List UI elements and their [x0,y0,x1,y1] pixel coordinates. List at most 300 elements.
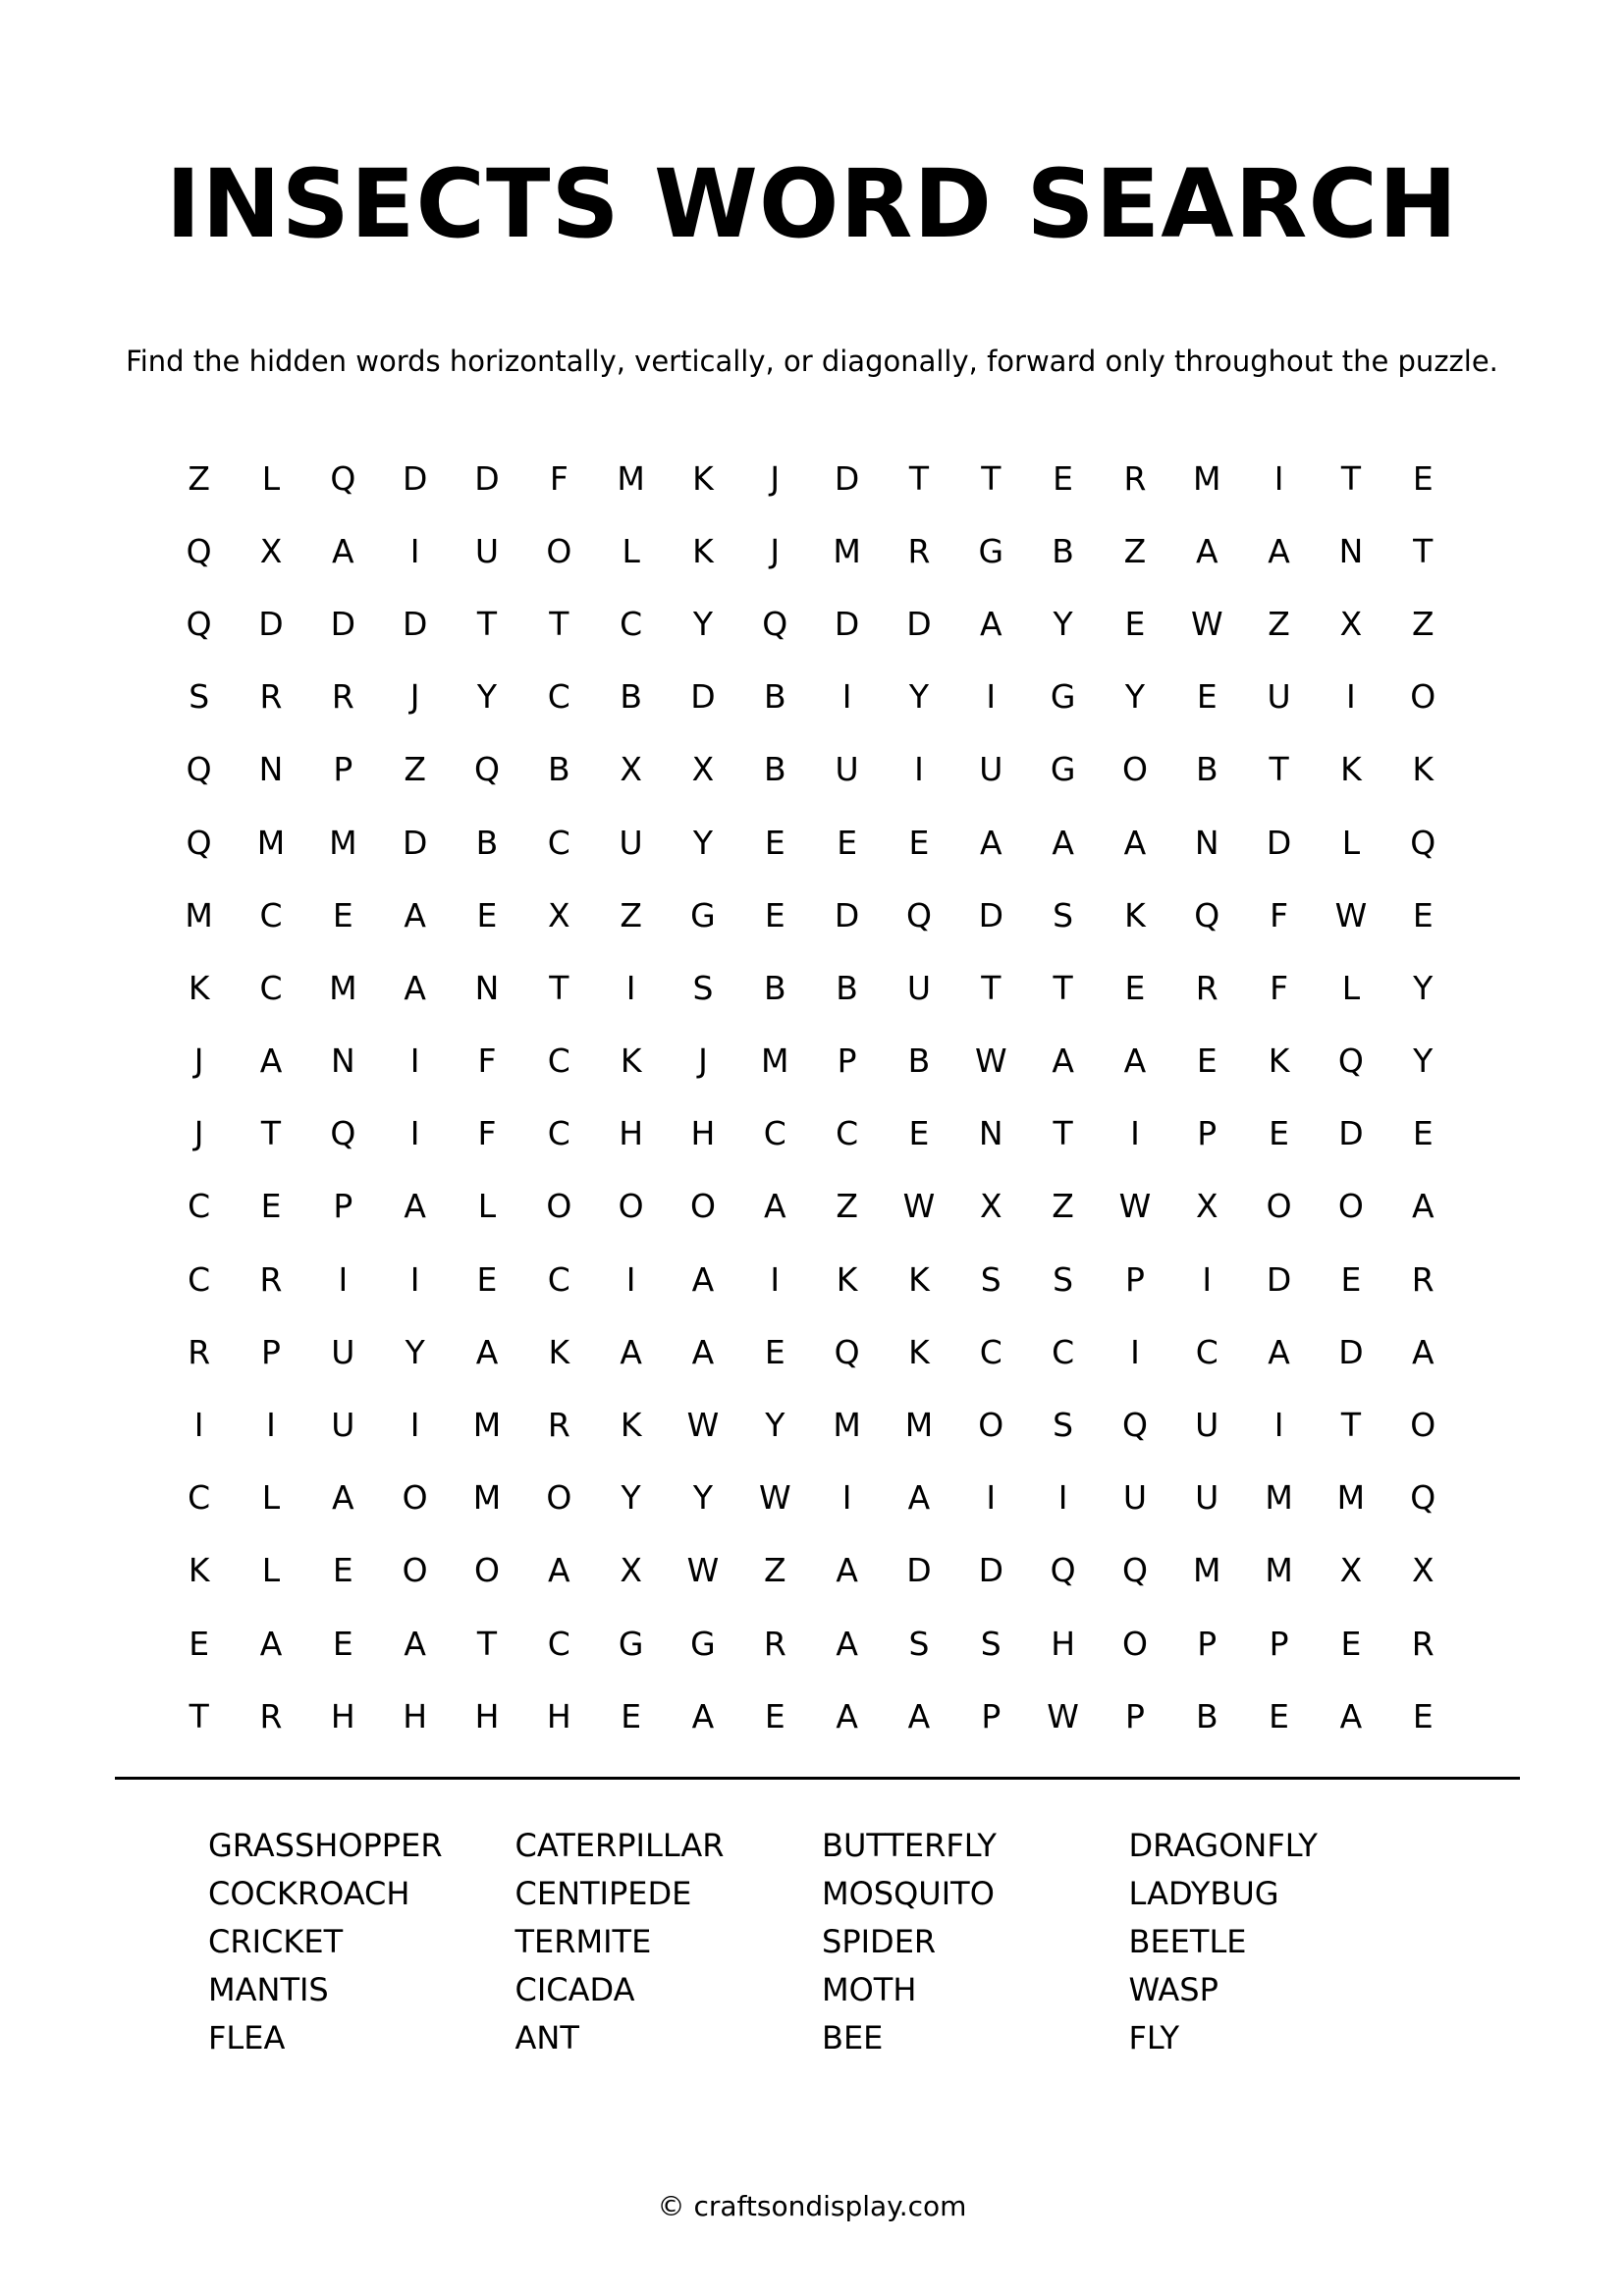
grid-cell[interactable]: W [1118,1187,1152,1226]
grid-cell[interactable]: O [546,531,572,570]
grid-cell[interactable]: E [764,895,785,934]
grid-cell[interactable]: S [980,1624,1001,1663]
grid-cell[interactable]: B [475,823,499,862]
grid-cell[interactable]: Y [1413,968,1434,1007]
grid-cell[interactable]: U [979,750,1003,789]
grid-cell[interactable]: W [686,1406,720,1445]
grid-cell[interactable]: M [472,1406,502,1445]
grid-cell[interactable]: X [691,750,715,789]
grid-cell[interactable]: P [333,750,353,789]
grid-cell[interactable]: Q [834,1332,860,1371]
grid-cell[interactable]: M [761,1041,789,1081]
grid-cell[interactable]: A [404,895,426,934]
grid-cell[interactable]: D [402,604,428,643]
grid-cell[interactable]: R [907,531,931,570]
grid-cell[interactable]: M [1336,1478,1366,1518]
grid-cell[interactable]: M [617,458,645,498]
grid-cell[interactable]: C [547,1624,570,1663]
grid-cell[interactable]: K [1124,895,1146,934]
grid-cell[interactable]: I [1057,1478,1068,1518]
grid-cell[interactable]: K [908,1332,930,1371]
grid-cell[interactable]: C [547,823,570,862]
grid-cell[interactable]: K [1412,750,1435,789]
grid-cell[interactable]: E [1053,458,1074,498]
grid-cell[interactable]: E [908,1114,930,1153]
grid-cell[interactable]: N [258,750,284,789]
grid-cell[interactable]: J [770,531,781,570]
grid-cell[interactable]: B [907,1041,931,1081]
grid-cell[interactable]: P [1124,1696,1145,1735]
grid-cell[interactable]: T [549,604,569,643]
grid-cell[interactable]: H [1051,1624,1076,1663]
grid-cell[interactable]: O [546,1478,572,1518]
grid-cell[interactable]: S [1053,1406,1074,1445]
grid-cell[interactable]: Y [908,677,930,717]
grid-cell[interactable]: Z [1123,531,1147,570]
grid-cell[interactable]: K [548,1332,570,1371]
grid-cell[interactable]: E [837,823,858,862]
grid-cell[interactable]: E [1340,1624,1362,1663]
grid-cell[interactable]: Y [1413,1041,1434,1081]
grid-cell[interactable]: P [1197,1624,1218,1663]
grid-cell[interactable]: T [981,458,1001,498]
grid-cell[interactable]: S [980,1259,1001,1299]
grid-cell[interactable]: Q [330,458,356,498]
grid-cell[interactable]: I [1273,1406,1284,1445]
grid-cell[interactable]: R [259,677,283,717]
grid-cell[interactable]: F [549,458,568,498]
grid-cell[interactable]: A [836,1624,858,1663]
grid-cell[interactable]: X [620,1551,642,1590]
grid-cell[interactable]: Q [1410,823,1436,862]
grid-cell[interactable]: E [621,1696,642,1735]
grid-cell[interactable]: Y [1053,604,1073,643]
grid-cell[interactable]: I [770,1259,781,1299]
grid-cell[interactable]: P [1124,1259,1145,1299]
grid-cell[interactable]: M [256,823,286,862]
grid-cell[interactable]: M [833,531,861,570]
grid-cell[interactable]: I [1202,1259,1213,1299]
grid-cell[interactable]: Z [188,458,210,498]
grid-cell[interactable]: D [906,604,932,643]
grid-cell[interactable]: L [622,531,640,570]
grid-cell[interactable]: T [1340,458,1361,498]
grid-cell[interactable]: U [1267,677,1291,717]
grid-cell[interactable]: W [686,1551,720,1590]
grid-cell[interactable]: X [548,895,570,934]
grid-cell[interactable]: Q [905,895,932,934]
grid-cell[interactable]: C [1195,1332,1218,1371]
grid-cell[interactable]: Q [186,823,212,862]
grid-cell[interactable]: U [474,531,500,570]
grid-cell[interactable]: F [1270,968,1289,1007]
grid-cell[interactable]: H [474,1696,500,1735]
grid-cell[interactable]: M [329,968,357,1007]
grid-cell[interactable]: R [259,1259,283,1299]
grid-cell[interactable]: E [260,1187,282,1226]
grid-cell[interactable]: D [978,895,1003,934]
grid-cell[interactable]: I [409,531,420,570]
grid-cell[interactable]: O [1121,750,1148,789]
grid-cell[interactable]: B [763,968,786,1007]
grid-cell[interactable]: C [620,604,643,643]
grid-cell[interactable]: N [474,968,500,1007]
grid-cell[interactable]: R [1411,1259,1435,1299]
grid-cell[interactable]: P [981,1696,1001,1735]
grid-cell[interactable]: J [698,1041,708,1081]
grid-cell[interactable]: D [978,1551,1003,1590]
grid-cell[interactable]: D [1338,1114,1364,1153]
grid-cell[interactable]: O [402,1478,428,1518]
grid-cell[interactable]: K [1340,750,1362,789]
grid-cell[interactable]: C [1052,1332,1075,1371]
grid-cell[interactable]: A [907,1696,931,1735]
grid-cell[interactable]: M [1265,1551,1293,1590]
grid-cell[interactable]: E [476,1259,498,1299]
grid-cell[interactable]: I [409,1041,420,1081]
grid-cell[interactable]: E [1412,895,1434,934]
grid-cell[interactable]: D [690,677,716,717]
grid-cell[interactable]: C [547,1041,570,1081]
grid-cell[interactable]: C [979,1332,1002,1371]
grid-cell[interactable]: Q [1050,1551,1076,1590]
grid-cell[interactable]: S [1053,895,1074,934]
grid-cell[interactable]: G [1050,750,1076,789]
grid-cell[interactable]: P [1269,1624,1289,1663]
grid-cell[interactable]: D [1266,823,1292,862]
grid-cell[interactable]: E [764,823,785,862]
grid-cell[interactable]: I [266,1406,276,1445]
grid-cell[interactable]: A [836,1551,858,1590]
grid-cell[interactable]: E [764,1332,785,1371]
grid-cell[interactable]: M [833,1406,861,1445]
grid-cell[interactable]: E [908,823,930,862]
grid-cell[interactable]: I [1273,458,1284,498]
grid-cell[interactable]: T [981,968,1001,1007]
grid-cell[interactable]: B [763,750,786,789]
grid-cell[interactable]: B [1195,750,1218,789]
grid-cell[interactable]: M [1193,1551,1221,1590]
grid-cell[interactable]: G [978,531,1004,570]
grid-cell[interactable]: I [409,1406,420,1445]
grid-cell[interactable]: N [1194,823,1219,862]
grid-cell[interactable]: A [332,1478,354,1518]
grid-cell[interactable]: O [618,1187,644,1226]
grid-cell[interactable]: C [763,1114,786,1153]
grid-cell[interactable]: F [477,1114,497,1153]
grid-cell[interactable]: Q [186,604,212,643]
grid-cell[interactable]: Z [1411,604,1435,643]
grid-cell[interactable]: J [193,1041,204,1081]
grid-cell[interactable]: M [472,1478,502,1518]
grid-cell[interactable]: U [331,1406,355,1445]
grid-cell[interactable]: W [758,1478,791,1518]
grid-cell[interactable]: K [836,1259,858,1299]
grid-cell[interactable]: T [1053,1114,1073,1153]
grid-cell[interactable]: Y [1124,677,1146,717]
grid-cell[interactable]: W [974,1041,1007,1081]
grid-cell[interactable]: C [188,1259,211,1299]
grid-cell[interactable]: X [620,750,642,789]
grid-cell[interactable]: Z [404,750,426,789]
grid-cell[interactable]: I [1346,677,1356,717]
grid-cell[interactable]: M [1193,458,1221,498]
grid-cell[interactable]: N [1338,531,1364,570]
grid-cell[interactable]: Q [186,750,212,789]
grid-cell[interactable]: E [1412,458,1434,498]
grid-cell[interactable]: G [690,895,716,934]
grid-cell[interactable]: D [906,1551,932,1590]
grid-cell[interactable]: Y [692,823,714,862]
grid-cell[interactable]: O [1121,1624,1148,1663]
grid-cell[interactable]: R [547,1406,570,1445]
grid-cell[interactable]: X [1339,604,1363,643]
grid-cell[interactable]: A [1123,823,1147,862]
grid-cell[interactable]: C [259,968,283,1007]
grid-cell[interactable]: A [259,1041,283,1081]
grid-cell[interactable]: T [549,968,569,1007]
grid-cell[interactable]: Z [1052,1187,1074,1226]
grid-cell[interactable]: T [1053,968,1073,1007]
grid-cell[interactable]: Q [1121,1551,1148,1590]
grid-cell[interactable]: W [1047,1696,1079,1735]
grid-cell[interactable]: I [409,1114,420,1153]
grid-cell[interactable]: Q [1121,1406,1148,1445]
grid-cell[interactable]: K [692,531,714,570]
grid-cell[interactable]: I [841,1478,852,1518]
grid-cell[interactable]: B [763,677,786,717]
grid-cell[interactable]: Q [1337,1041,1364,1081]
grid-cell[interactable]: Y [692,604,714,643]
grid-cell[interactable]: L [1341,968,1361,1007]
grid-cell[interactable]: I [193,1406,204,1445]
grid-cell[interactable]: E [1269,1696,1290,1735]
grid-cell[interactable]: H [619,1114,644,1153]
grid-cell[interactable]: Q [473,750,500,789]
grid-cell[interactable]: L [1341,823,1361,862]
grid-cell[interactable]: D [1266,1259,1292,1299]
grid-cell[interactable]: E [1196,1041,1218,1081]
grid-cell[interactable]: I [914,750,924,789]
grid-cell[interactable]: I [986,677,997,717]
grid-cell[interactable]: H [330,1696,355,1735]
grid-cell[interactable]: U [1195,1406,1219,1445]
grid-cell[interactable]: A [404,1624,426,1663]
grid-cell[interactable]: U [331,1332,355,1371]
grid-cell[interactable]: I [338,1259,349,1299]
grid-cell[interactable]: I [625,968,636,1007]
grid-cell[interactable]: P [837,1041,857,1081]
grid-cell[interactable]: X [979,1187,1002,1226]
grid-cell[interactable]: H [546,1696,571,1735]
grid-cell[interactable]: I [841,677,852,717]
grid-cell[interactable]: X [1195,1187,1218,1226]
grid-cell[interactable]: Q [186,531,212,570]
grid-cell[interactable]: Q [1410,1478,1436,1518]
grid-cell[interactable]: Z [1268,604,1290,643]
grid-cell[interactable]: S [908,1624,930,1663]
grid-cell[interactable]: T [189,1696,209,1735]
grid-cell[interactable]: O [1266,1187,1292,1226]
grid-cell[interactable]: A [332,531,354,570]
grid-cell[interactable]: D [834,458,860,498]
grid-cell[interactable]: A [1268,531,1290,570]
grid-cell[interactable]: C [259,895,283,934]
grid-cell[interactable]: D [258,604,284,643]
grid-cell[interactable]: Y [405,1332,425,1371]
grid-cell[interactable]: Z [763,1551,786,1590]
grid-cell[interactable]: E [332,1551,353,1590]
grid-cell[interactable]: Y [692,1478,714,1518]
grid-cell[interactable]: R [1411,1624,1435,1663]
grid-cell[interactable]: M [329,823,357,862]
grid-cell[interactable]: A [836,1696,858,1735]
grid-cell[interactable]: B [1195,1696,1218,1735]
grid-cell[interactable]: I [1130,1114,1140,1153]
grid-cell[interactable]: J [409,677,420,717]
grid-cell[interactable]: W [1190,604,1223,643]
grid-cell[interactable]: K [620,1041,642,1081]
grid-cell[interactable]: S [1053,1259,1074,1299]
grid-cell[interactable]: P [261,1332,281,1371]
grid-cell[interactable]: O [546,1187,572,1226]
grid-cell[interactable]: A [691,1259,715,1299]
grid-cell[interactable]: K [188,1551,210,1590]
grid-cell[interactable]: E [1412,1114,1434,1153]
grid-cell[interactable]: Q [330,1114,356,1153]
grid-cell[interactable]: D [474,458,500,498]
grid-cell[interactable]: N [978,1114,1003,1153]
grid-cell[interactable]: E [1340,1259,1362,1299]
grid-cell[interactable]: W [902,1187,936,1226]
grid-cell[interactable]: A [620,1332,642,1371]
grid-cell[interactable]: I [1130,1332,1140,1371]
grid-cell[interactable]: U [619,823,643,862]
grid-cell[interactable]: E [189,1624,210,1663]
grid-cell[interactable]: M [1265,1478,1293,1518]
grid-cell[interactable]: D [834,895,860,934]
grid-cell[interactable]: K [188,968,210,1007]
grid-cell[interactable]: C [188,1478,211,1518]
grid-cell[interactable]: Y [621,1478,641,1518]
grid-cell[interactable]: E [1124,604,1146,643]
grid-cell[interactable]: I [409,1259,420,1299]
grid-cell[interactable]: A [1123,1041,1147,1081]
grid-cell[interactable]: A [475,1332,499,1371]
grid-cell[interactable]: O [1337,1187,1364,1226]
grid-cell[interactable]: D [834,604,860,643]
grid-cell[interactable]: B [1052,531,1074,570]
grid-cell[interactable]: A [1411,1332,1435,1371]
grid-cell[interactable]: G [1050,677,1076,717]
grid-cell[interactable]: Y [765,1406,785,1445]
grid-cell[interactable]: C [836,1114,859,1153]
grid-cell[interactable]: R [1195,968,1218,1007]
grid-cell[interactable]: D [402,823,428,862]
grid-cell[interactable]: K [908,1259,930,1299]
grid-cell[interactable]: O [1410,1406,1436,1445]
grid-cell[interactable]: A [907,1478,931,1518]
grid-cell[interactable]: E [332,1624,353,1663]
grid-cell[interactable]: T [1413,531,1434,570]
grid-cell[interactable]: T [476,1624,498,1663]
grid-cell[interactable]: A [404,968,426,1007]
grid-cell[interactable]: X [1411,1551,1435,1590]
grid-cell[interactable]: A [548,1551,570,1590]
grid-cell[interactable]: T [476,604,498,643]
grid-cell[interactable]: A [764,1187,786,1226]
grid-cell[interactable]: X [259,531,283,570]
grid-cell[interactable]: M [904,1406,934,1445]
grid-cell[interactable]: R [188,1332,211,1371]
grid-cell[interactable]: Q [762,604,788,643]
grid-cell[interactable]: F [477,1041,497,1081]
grid-cell[interactable]: U [1122,1478,1147,1518]
grid-cell[interactable]: A [691,1332,715,1371]
grid-cell[interactable]: A [1052,823,1074,862]
grid-cell[interactable]: C [547,677,570,717]
grid-cell[interactable]: O [689,1187,716,1226]
grid-cell[interactable]: Z [836,1187,858,1226]
grid-cell[interactable]: O [402,1551,428,1590]
grid-cell[interactable]: C [188,1187,211,1226]
grid-cell[interactable]: X [1339,1551,1363,1590]
grid-cell[interactable]: S [189,677,210,717]
grid-cell[interactable]: A [1411,1187,1435,1226]
grid-cell[interactable]: N [330,1041,355,1081]
grid-cell[interactable]: O [978,1406,1004,1445]
grid-cell[interactable]: K [1268,1041,1290,1081]
grid-cell[interactable]: L [261,458,281,498]
grid-cell[interactable]: A [1052,1041,1074,1081]
grid-cell[interactable]: S [692,968,714,1007]
grid-cell[interactable]: C [547,1114,570,1153]
grid-cell[interactable]: C [547,1259,570,1299]
grid-cell[interactable]: A [1268,1332,1290,1371]
grid-cell[interactable]: R [259,1696,283,1735]
grid-cell[interactable]: L [261,1478,281,1518]
grid-cell[interactable]: U [1195,1478,1219,1518]
grid-cell[interactable]: A [259,1624,283,1663]
grid-cell[interactable]: T [260,1114,282,1153]
grid-cell[interactable]: P [1197,1114,1218,1153]
grid-cell[interactable]: R [331,677,354,717]
grid-cell[interactable]: K [620,1406,642,1445]
grid-cell[interactable]: T [1340,1406,1361,1445]
grid-cell[interactable]: E [1124,968,1146,1007]
grid-cell[interactable]: I [625,1259,636,1299]
grid-cell[interactable]: E [1412,1696,1434,1735]
grid-cell[interactable]: G [690,1624,716,1663]
grid-cell[interactable]: M [185,895,213,934]
grid-cell[interactable]: H [403,1696,428,1735]
grid-cell[interactable]: E [332,895,353,934]
grid-cell[interactable]: A [979,823,1002,862]
grid-cell[interactable]: A [691,1696,715,1735]
grid-cell[interactable]: E [764,1696,785,1735]
grid-cell[interactable]: A [979,604,1002,643]
grid-cell[interactable]: I [986,1478,997,1518]
grid-cell[interactable]: A [1195,531,1218,570]
grid-cell[interactable]: Y [476,677,498,717]
grid-cell[interactable]: T [908,458,930,498]
grid-cell[interactable]: B [547,750,570,789]
grid-cell[interactable]: L [261,1551,281,1590]
grid-cell[interactable]: U [906,968,932,1007]
grid-cell[interactable]: B [836,968,858,1007]
grid-cell[interactable]: D [330,604,356,643]
grid-cell[interactable]: D [402,458,428,498]
